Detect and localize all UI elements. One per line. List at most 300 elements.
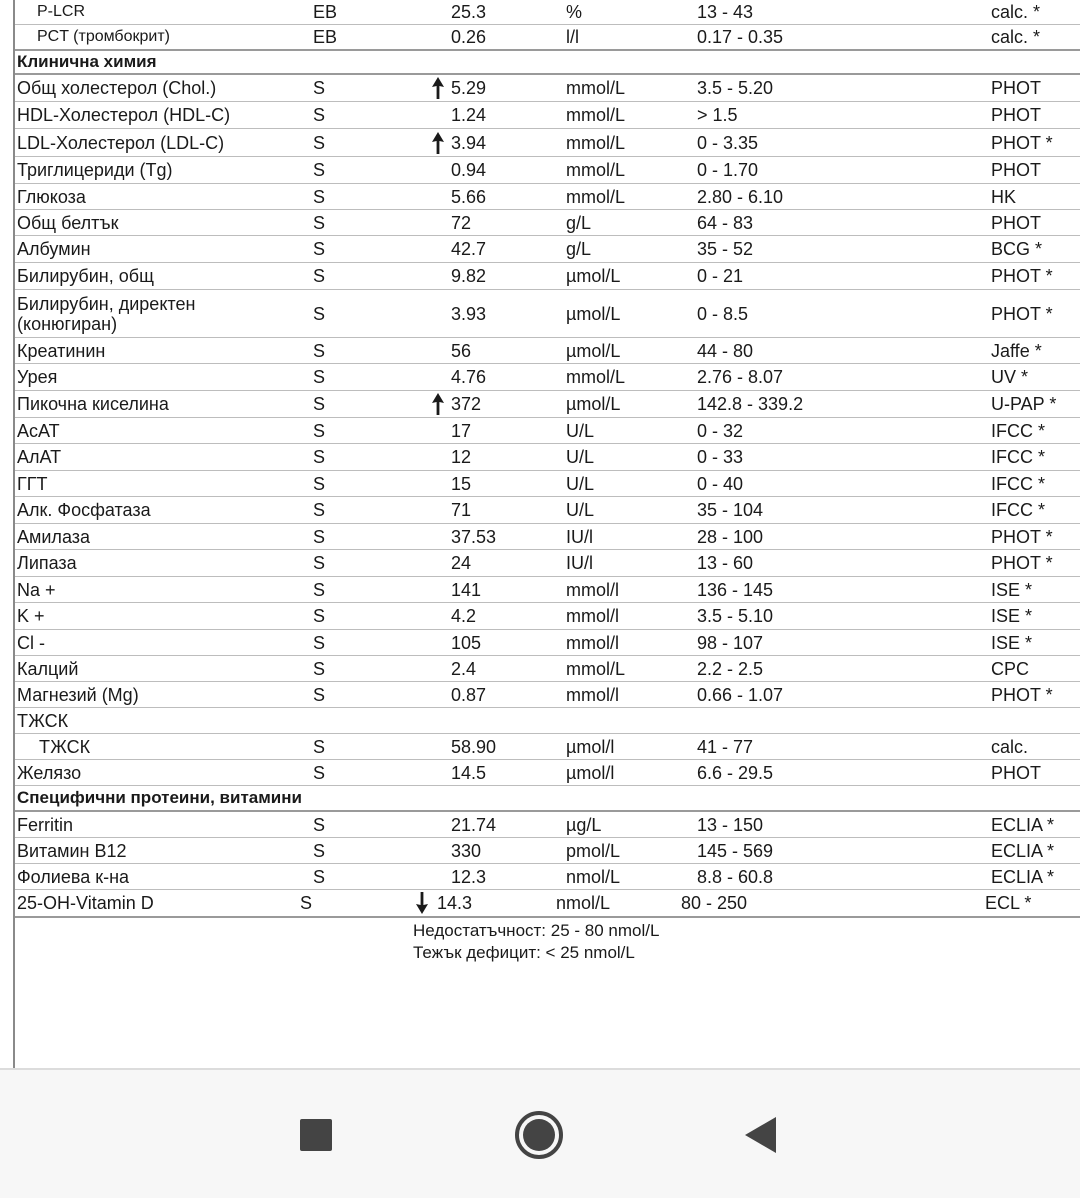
test-name-text: Билирубин, директен [17, 293, 196, 314]
result-unit: µmol/L [566, 340, 621, 361]
test-method: calc. [991, 736, 1029, 757]
test-name [17, 75, 307, 101]
test-name-text: Калций [17, 658, 79, 679]
table-row [15, 184, 1080, 210]
result-unit: µmol/l [566, 736, 615, 757]
test-name [17, 656, 307, 681]
test-method: PHOT * [991, 266, 1053, 286]
result-unit: % [566, 2, 583, 22]
sample-material: S [313, 632, 326, 653]
result-value: 12 [451, 447, 472, 467]
test-name [17, 418, 307, 443]
test-name-text: HDL-Холестерол (HDL-C) [17, 105, 231, 125]
test-method: IFCC * [991, 473, 1045, 494]
result-flag [428, 656, 448, 681]
test-method: PHOT * [991, 132, 1053, 153]
result-unit: µmol/L [566, 394, 621, 414]
reference-range: 0 - 32 [697, 420, 744, 441]
table-row [15, 236, 1080, 263]
test-name [17, 338, 307, 363]
test-name-text: Билирубин, общ [17, 266, 154, 286]
test-method: PHOT * [991, 684, 1053, 705]
table-row [15, 391, 1080, 418]
arrow-up-icon [431, 393, 445, 415]
reference-range: 136 - 145 [697, 579, 774, 600]
reference-range: 2.80 - 6.10 [697, 186, 784, 207]
result-flag [428, 0, 448, 24]
test-name-text: Специфични протеини, витамини [17, 788, 302, 807]
result-flag [428, 25, 448, 49]
result-value: 0.94 [451, 160, 487, 180]
result-unit: µmol/L [566, 266, 621, 286]
reference-range: 0 - 21 [697, 266, 744, 286]
test-name-text: AcAT [17, 420, 60, 441]
test-name-text: Желязо [17, 762, 82, 783]
result-flag [428, 290, 448, 337]
test-method: PHOT [991, 78, 1042, 98]
result-flag [428, 577, 448, 602]
result-unit: mmol/L [566, 186, 626, 207]
sample-material: S [313, 160, 326, 180]
result-unit: nmol/L [556, 893, 611, 913]
table-row [15, 812, 1080, 838]
sample-material: S [313, 78, 326, 98]
test-method: PHOT * [991, 526, 1053, 547]
result-unit: mmol/l [566, 684, 619, 705]
table-row [15, 708, 1080, 734]
result-flag [428, 210, 448, 235]
reference-range: 6.6 - 29.5 [697, 762, 774, 783]
sample-material: S [313, 186, 326, 207]
result-value: 42.7 [451, 239, 487, 259]
reference-range: 0 - 8.5 [697, 303, 749, 324]
sample-material: S [313, 762, 326, 783]
test-name [17, 524, 307, 549]
table-row [15, 864, 1080, 890]
result-unit: mmol/L [566, 160, 626, 180]
sample-material: S [313, 736, 326, 757]
result-value: 4.76 [451, 367, 487, 387]
test-name-text: Na + [17, 579, 56, 600]
result-flag [428, 418, 448, 443]
sample-material: S [313, 526, 326, 547]
test-method: UV * [991, 367, 1029, 387]
reference-range: 41 - 77 [697, 736, 754, 757]
test-name-text: Пикочна киселина [17, 394, 169, 414]
reference-range: 142.8 - 339.2 [697, 394, 804, 414]
result-flag [428, 734, 448, 759]
sample-material: S [313, 239, 326, 259]
result-value: 5.66 [451, 186, 487, 207]
test-method: CPC [991, 658, 1030, 679]
result-value: 9.82 [451, 266, 487, 286]
result-flag [428, 338, 448, 363]
result-value: 24 [451, 553, 472, 573]
sample-material: EB [313, 2, 338, 22]
table-row [15, 630, 1080, 656]
test-name [17, 157, 307, 183]
result-unit: U/L [566, 447, 595, 467]
reference-range: > 1.5 [697, 105, 738, 125]
test-name-text: Урея [17, 367, 58, 387]
reference-range: 8.8 - 60.8 [697, 866, 774, 887]
result-unit: g/L [566, 212, 592, 233]
result-unit: mmol/l [566, 632, 619, 653]
result-unit: mmol/l [566, 579, 619, 600]
test-name-text: ТЖСК [39, 736, 91, 757]
sample-material: S [313, 606, 326, 626]
test-name [17, 890, 307, 916]
reference-range: 80 - 250 [681, 893, 748, 913]
result-flag [428, 391, 448, 417]
reference-range: 3.5 - 5.20 [697, 78, 774, 98]
android-navigation-bar [0, 1068, 1080, 1198]
test-method: PHOT [991, 105, 1042, 125]
result-value: 372 [451, 394, 482, 414]
test-name-text: LDL-Холестерол (LDL-C) [17, 132, 225, 153]
test-name-text: Амилаза [17, 526, 91, 547]
result-flag [428, 471, 448, 496]
sample-material: S [313, 266, 326, 286]
test-name [37, 0, 327, 24]
table-row [15, 157, 1080, 184]
back-button[interactable] [733, 1107, 789, 1163]
test-name [17, 391, 307, 417]
result-unit: µmol/l [566, 762, 615, 783]
reference-range: 2.2 - 2.5 [697, 658, 764, 679]
result-value: 0.87 [451, 684, 487, 705]
result-value: 56 [451, 340, 472, 361]
table-row [15, 734, 1080, 760]
test-name [17, 444, 307, 470]
test-name [17, 760, 307, 785]
table-row [15, 603, 1080, 630]
arrow-down-icon [415, 892, 429, 914]
recent-apps-button[interactable] [288, 1107, 344, 1163]
table-row [15, 418, 1080, 444]
table-row [15, 210, 1080, 236]
result-value: 21.74 [451, 814, 497, 835]
result-value: 141 [451, 579, 482, 600]
result-value: 1.24 [451, 105, 487, 125]
table-row [15, 338, 1080, 364]
sample-material: S [300, 893, 313, 913]
sample-material: S [313, 814, 326, 835]
test-name [17, 550, 307, 576]
table-row [15, 364, 1080, 391]
result-flag [428, 184, 448, 209]
result-value: 14.5 [451, 762, 487, 783]
result-value: 2.4 [451, 658, 477, 679]
table-row [15, 25, 1080, 51]
test-name-text: PCT (тромбокрит) [37, 28, 170, 45]
reference-range: 35 - 52 [697, 239, 754, 259]
test-method: U-PAP * [991, 394, 1057, 414]
result-value: 15 [451, 473, 472, 494]
result-unit: mmol/L [566, 367, 626, 387]
result-flag [428, 630, 448, 655]
table-row [15, 471, 1080, 497]
result-flag [428, 263, 448, 289]
test-method: calc. * [991, 2, 1041, 22]
test-name-text: Креатинин [17, 340, 106, 361]
triangle-back-icon [743, 1115, 779, 1155]
sample-material: S [313, 212, 326, 233]
home-button[interactable] [511, 1107, 567, 1163]
reference-range: 13 - 43 [697, 2, 754, 22]
test-name [17, 364, 307, 390]
test-name [17, 838, 307, 863]
table-row [15, 550, 1080, 577]
test-method: PHOT [991, 762, 1042, 783]
result-unit: µg/L [566, 814, 602, 835]
test-name-text: Алк. Фосфатаза [17, 500, 151, 520]
sample-material: S [313, 447, 326, 467]
sample-material: S [313, 553, 326, 573]
result-flag [428, 497, 448, 523]
arrow-up-icon [431, 132, 445, 154]
test-name [17, 51, 307, 73]
reference-range: 13 - 60 [697, 553, 754, 573]
result-unit: U/L [566, 473, 595, 494]
table-row [15, 497, 1080, 524]
test-name-text: ТЖСК [17, 710, 69, 731]
test-name-text: Клинична химия [17, 52, 157, 71]
result-unit: U/L [566, 420, 595, 441]
test-method: ECLIA * [991, 866, 1055, 887]
result-unit: IU/l [566, 553, 593, 573]
test-name-text: Витамин B12 [17, 840, 127, 861]
result-flag [428, 760, 448, 785]
result-flag [428, 682, 448, 707]
result-unit: nmol/L [566, 866, 621, 887]
reference-range: 0 - 33 [697, 447, 744, 467]
sample-material: S [313, 658, 326, 679]
sample-material: S [313, 367, 326, 387]
result-unit: l/l [566, 27, 579, 47]
sample-material: EB [313, 27, 338, 47]
reference-range: 3.5 - 5.10 [697, 606, 774, 626]
reference-range: 0 - 40 [697, 473, 744, 494]
result-unit: mmol/L [566, 132, 626, 153]
result-unit: µmol/L [566, 303, 621, 324]
result-value: 3.94 [451, 132, 487, 153]
sample-material: S [313, 105, 326, 125]
result-value: 3.93 [451, 303, 487, 324]
test-name [17, 236, 307, 262]
test-method: ECLIA * [991, 840, 1055, 861]
table-row [15, 524, 1080, 550]
test-name [17, 102, 307, 128]
result-value: 37.53 [451, 526, 497, 547]
circle-home-icon [513, 1109, 565, 1161]
result-flag [428, 864, 448, 889]
reference-range: 0 - 1.70 [697, 160, 759, 180]
reference-range: 44 - 80 [697, 340, 754, 361]
result-flag [428, 129, 448, 156]
test-method: IFCC * [991, 420, 1045, 441]
result-flag [428, 524, 448, 549]
table-row [15, 129, 1080, 157]
test-method: PHOT [991, 160, 1042, 180]
test-method: IFCC * [991, 447, 1045, 467]
sample-material: S [313, 420, 326, 441]
test-name-text: 25-OH-Vitamin D [17, 893, 154, 913]
test-name [17, 603, 307, 629]
table-row [15, 890, 1080, 918]
reference-range: 0.17 - 0.35 [697, 27, 784, 47]
result-flag [428, 236, 448, 262]
table-row [15, 263, 1080, 290]
test-name [17, 708, 307, 733]
test-name-text: Фолиева к-на [17, 866, 130, 887]
table-row [15, 656, 1080, 682]
result-flag [428, 444, 448, 470]
result-value: 5.29 [451, 78, 487, 98]
test-name-text: AлAT [17, 447, 62, 467]
test-name [17, 864, 307, 889]
test-name-text: Cl - [17, 632, 45, 653]
test-name-text: Липаза [17, 553, 77, 573]
result-flag [428, 550, 448, 576]
table-row [15, 444, 1080, 471]
test-name [17, 210, 307, 235]
test-name [17, 786, 307, 810]
result-flag [412, 890, 432, 916]
test-method: ISE * [991, 606, 1033, 626]
test-name-text: Албумин [17, 239, 91, 259]
table-row [15, 102, 1080, 129]
result-unit: mmol/l [566, 606, 619, 626]
table-row [15, 290, 1080, 338]
arrow-up-icon [431, 77, 445, 99]
test-name [37, 25, 327, 49]
test-method: ECL * [985, 893, 1032, 913]
test-name [17, 471, 307, 496]
reference-range: 98 - 107 [697, 632, 764, 653]
result-flag [428, 838, 448, 863]
result-flag [428, 603, 448, 629]
test-method: PHOT * [991, 303, 1053, 324]
test-name-text: ГГТ [17, 473, 48, 494]
test-name [17, 184, 307, 209]
reference-range: 28 - 100 [697, 526, 764, 547]
result-unit: U/L [566, 500, 595, 520]
table-row [15, 0, 1080, 25]
test-name-text: K + [17, 606, 45, 626]
result-value: 17 [451, 420, 472, 441]
result-unit: mmol/L [566, 105, 626, 125]
sample-material: S [313, 866, 326, 887]
result-unit: IU/l [566, 526, 593, 547]
sample-material: S [313, 132, 326, 153]
sample-material: S [313, 840, 326, 861]
reference-range: 13 - 150 [697, 814, 764, 835]
result-value: 12.3 [451, 866, 487, 887]
reference-range: 64 - 83 [697, 212, 754, 233]
sample-material: S [313, 684, 326, 705]
test-name [39, 734, 329, 759]
result-value: 4.2 [451, 606, 477, 626]
table-row [15, 577, 1080, 603]
test-name [17, 630, 307, 655]
test-name [17, 129, 307, 156]
result-flag [428, 364, 448, 390]
reference-range: 2.76 - 8.07 [697, 367, 784, 387]
result-value: 0.26 [451, 27, 487, 47]
result-unit: mmol/L [566, 658, 626, 679]
result-value: 71 [451, 500, 472, 520]
test-name-text: Триглицериди (Tg) [17, 160, 173, 180]
test-method: Jaffe * [991, 340, 1042, 361]
result-flag [428, 812, 448, 837]
test-method: PHOT [991, 212, 1042, 233]
result-value: 330 [451, 840, 482, 861]
test-name-text: Общ холестерол (Chol.) [17, 78, 217, 98]
test-name [17, 263, 307, 289]
test-name [17, 577, 307, 602]
sample-material: S [313, 500, 326, 520]
test-name-text: Магнезий (Mg) [17, 684, 139, 705]
test-name-text: Общ белтък [17, 212, 119, 233]
reference-range: 35 - 104 [697, 500, 764, 520]
sample-material: S [313, 473, 326, 494]
sample-material: S [313, 303, 326, 324]
result-value: 72 [451, 212, 472, 233]
test-method: IFCC * [991, 500, 1045, 520]
vitamin-d-note-deficiency: Тежък дефицит: < 25 nmol/L [413, 943, 635, 962]
result-value: 58.90 [451, 736, 497, 757]
test-method: ECLIA * [991, 814, 1055, 835]
sample-material: S [313, 394, 326, 414]
sample-material: S [313, 340, 326, 361]
test-method: PHOT * [991, 553, 1053, 573]
section-header [15, 786, 1080, 812]
table-row [15, 838, 1080, 864]
table-row [15, 760, 1080, 786]
test-name-text: Ferritin [17, 814, 74, 835]
test-method: ISE * [991, 632, 1033, 653]
reference-range: 0 - 3.35 [697, 132, 759, 153]
result-flag [428, 157, 448, 183]
test-name [17, 682, 307, 707]
test-name-text: P-LCR [37, 3, 86, 20]
test-name-text: Глюкоза [17, 186, 86, 207]
result-value: 105 [451, 632, 482, 653]
result-flag [428, 75, 448, 101]
result-value: 14.3 [437, 893, 473, 913]
test-method: calc. * [991, 27, 1041, 47]
test-method: HK [991, 186, 1017, 207]
test-name [17, 812, 307, 837]
result-unit: pmol/L [566, 840, 621, 861]
square-icon [299, 1118, 333, 1152]
reference-range: 0.66 - 1.07 [697, 684, 784, 705]
test-name [17, 497, 307, 523]
result-unit: g/L [566, 239, 592, 259]
test-method: BCG * [991, 239, 1043, 259]
reference-range: 145 - 569 [697, 840, 774, 861]
result-value: 25.3 [451, 2, 487, 22]
sample-material: S [313, 579, 326, 600]
section-header [15, 51, 1080, 75]
test-name-text-line2: (конюгиран) [17, 313, 118, 334]
test-name [17, 290, 307, 337]
table-row [15, 75, 1080, 102]
result-unit: mmol/L [566, 78, 626, 98]
table-row [15, 682, 1080, 708]
test-method: ISE * [991, 579, 1033, 600]
